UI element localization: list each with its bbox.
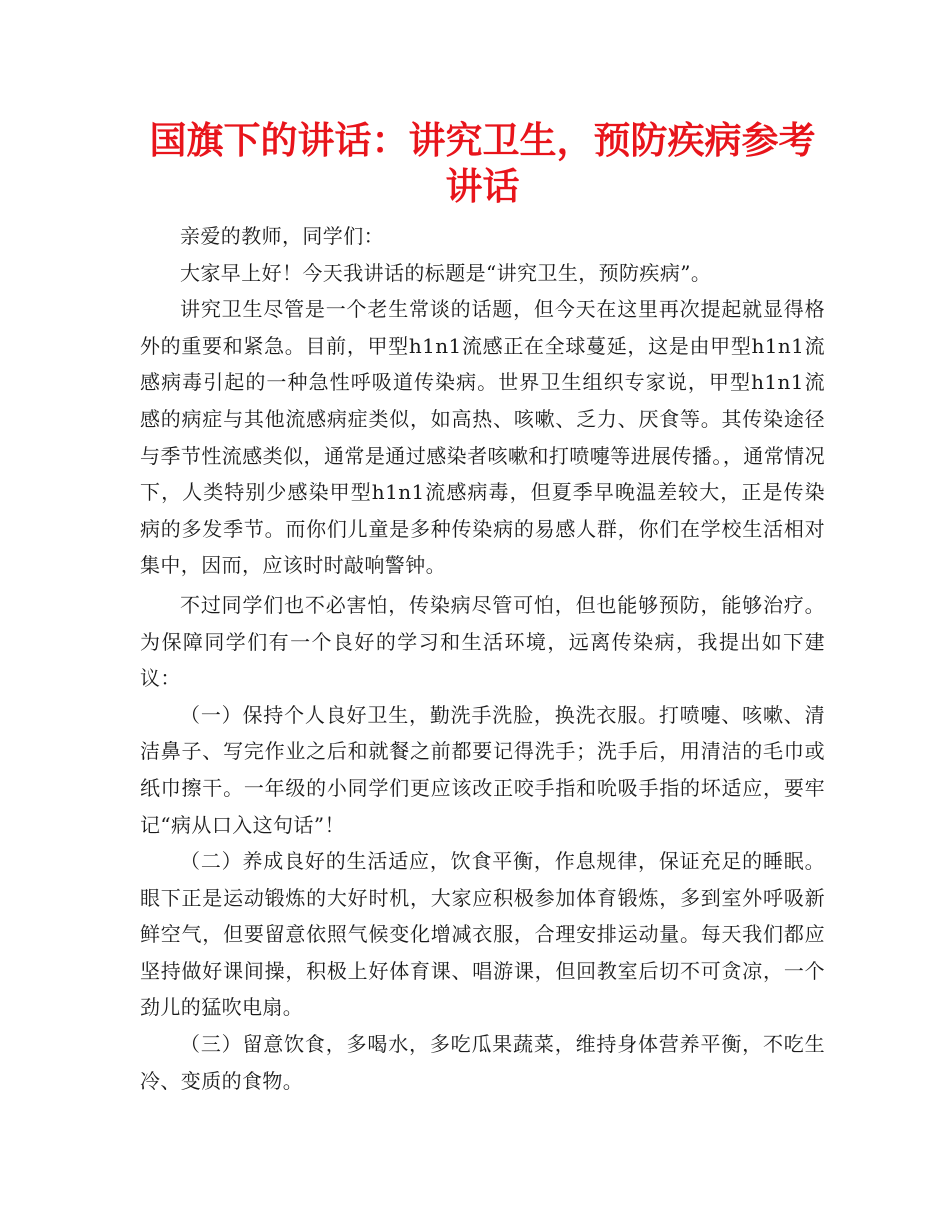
document-page bbox=[140, 118, 825, 1099]
body-paragraph-suggestions-intro: 不过同学们也不必害怕，传染病尽管可怕，但也能够预防，能够治疗。为保障同学们有一个良好的学习和生活环境，远离传染病，我提出如下建议： bbox=[140, 592, 825, 691]
suggestion-item-1: （一）保持个人良好卫生，勤洗手洗脸，换洗衣服。打喷嚏、咳嗽、清洁鼻子、写完作业之后和就餐之前都要记得洗手；洗手后，用清洁的毛巾或纸巾擦干。一年级的小同学们更应该改正咬手指和吮吸手指的坏适应，要牢记“病从口入这句话”！ bbox=[140, 702, 825, 837]
greeting-paragraph: 大家早上好！今天我讲话的标题是“讲究卫生，预防疾病”。 bbox=[180, 260, 712, 285]
document-title: 国旗下的讲话：讲究卫生，预防疾病参考讲话 bbox=[149, 119, 816, 208]
salutation: 亲爱的教师，同学们： bbox=[180, 224, 384, 248]
suggestion-item-2: （二）养成良好的生活适应，饮食平衡，作息规律，保证充足的睡眠。眼下正是运动锻炼的大好时机，大家应积极参加体育锻炼，多到室外呼吸新鲜空气，但要留意依照气候变化增减衣服，合理安排运动量。每天我们都应坚持做好课间操，积极上好体育课、唱游课，但回教室后切不可贪凉，一个劲儿的猛吹电扇。 bbox=[140, 849, 825, 1020]
body-paragraph-background: 讲究卫生尽管是一个老生常谈的话题，但今天在这里再次提起就显得格外的重要和紧急。目前，甲型h1n1流感正在全球蔓延，这是由甲型h1n1流感病毒引起的一种急性呼吸道传染病。世界卫生组织专家说，甲型h1n1流感的病症与其他流感病症类似，如高热、咳嗽、乏力、厌食等。其传染途径与季节性流感类似，通常是通过感染者咳嗽和打喷嚏等进展传播。，通常情况下，人类特别少感染甲型h1n1流感病毒，但夏季早晚温差较大，正是传染病的多发季节。而你们儿童是多种传染病的易感人群，你们在学校生活相对集中，因而，应该时时敲响警钟。 bbox=[140, 297, 825, 578]
suggestion-item-3: （三）留意饮食，多喝水，多吃瓜果蔬菜，维持身体营养平衡，不吃生冷、变质的食物。 bbox=[140, 1032, 825, 1093]
